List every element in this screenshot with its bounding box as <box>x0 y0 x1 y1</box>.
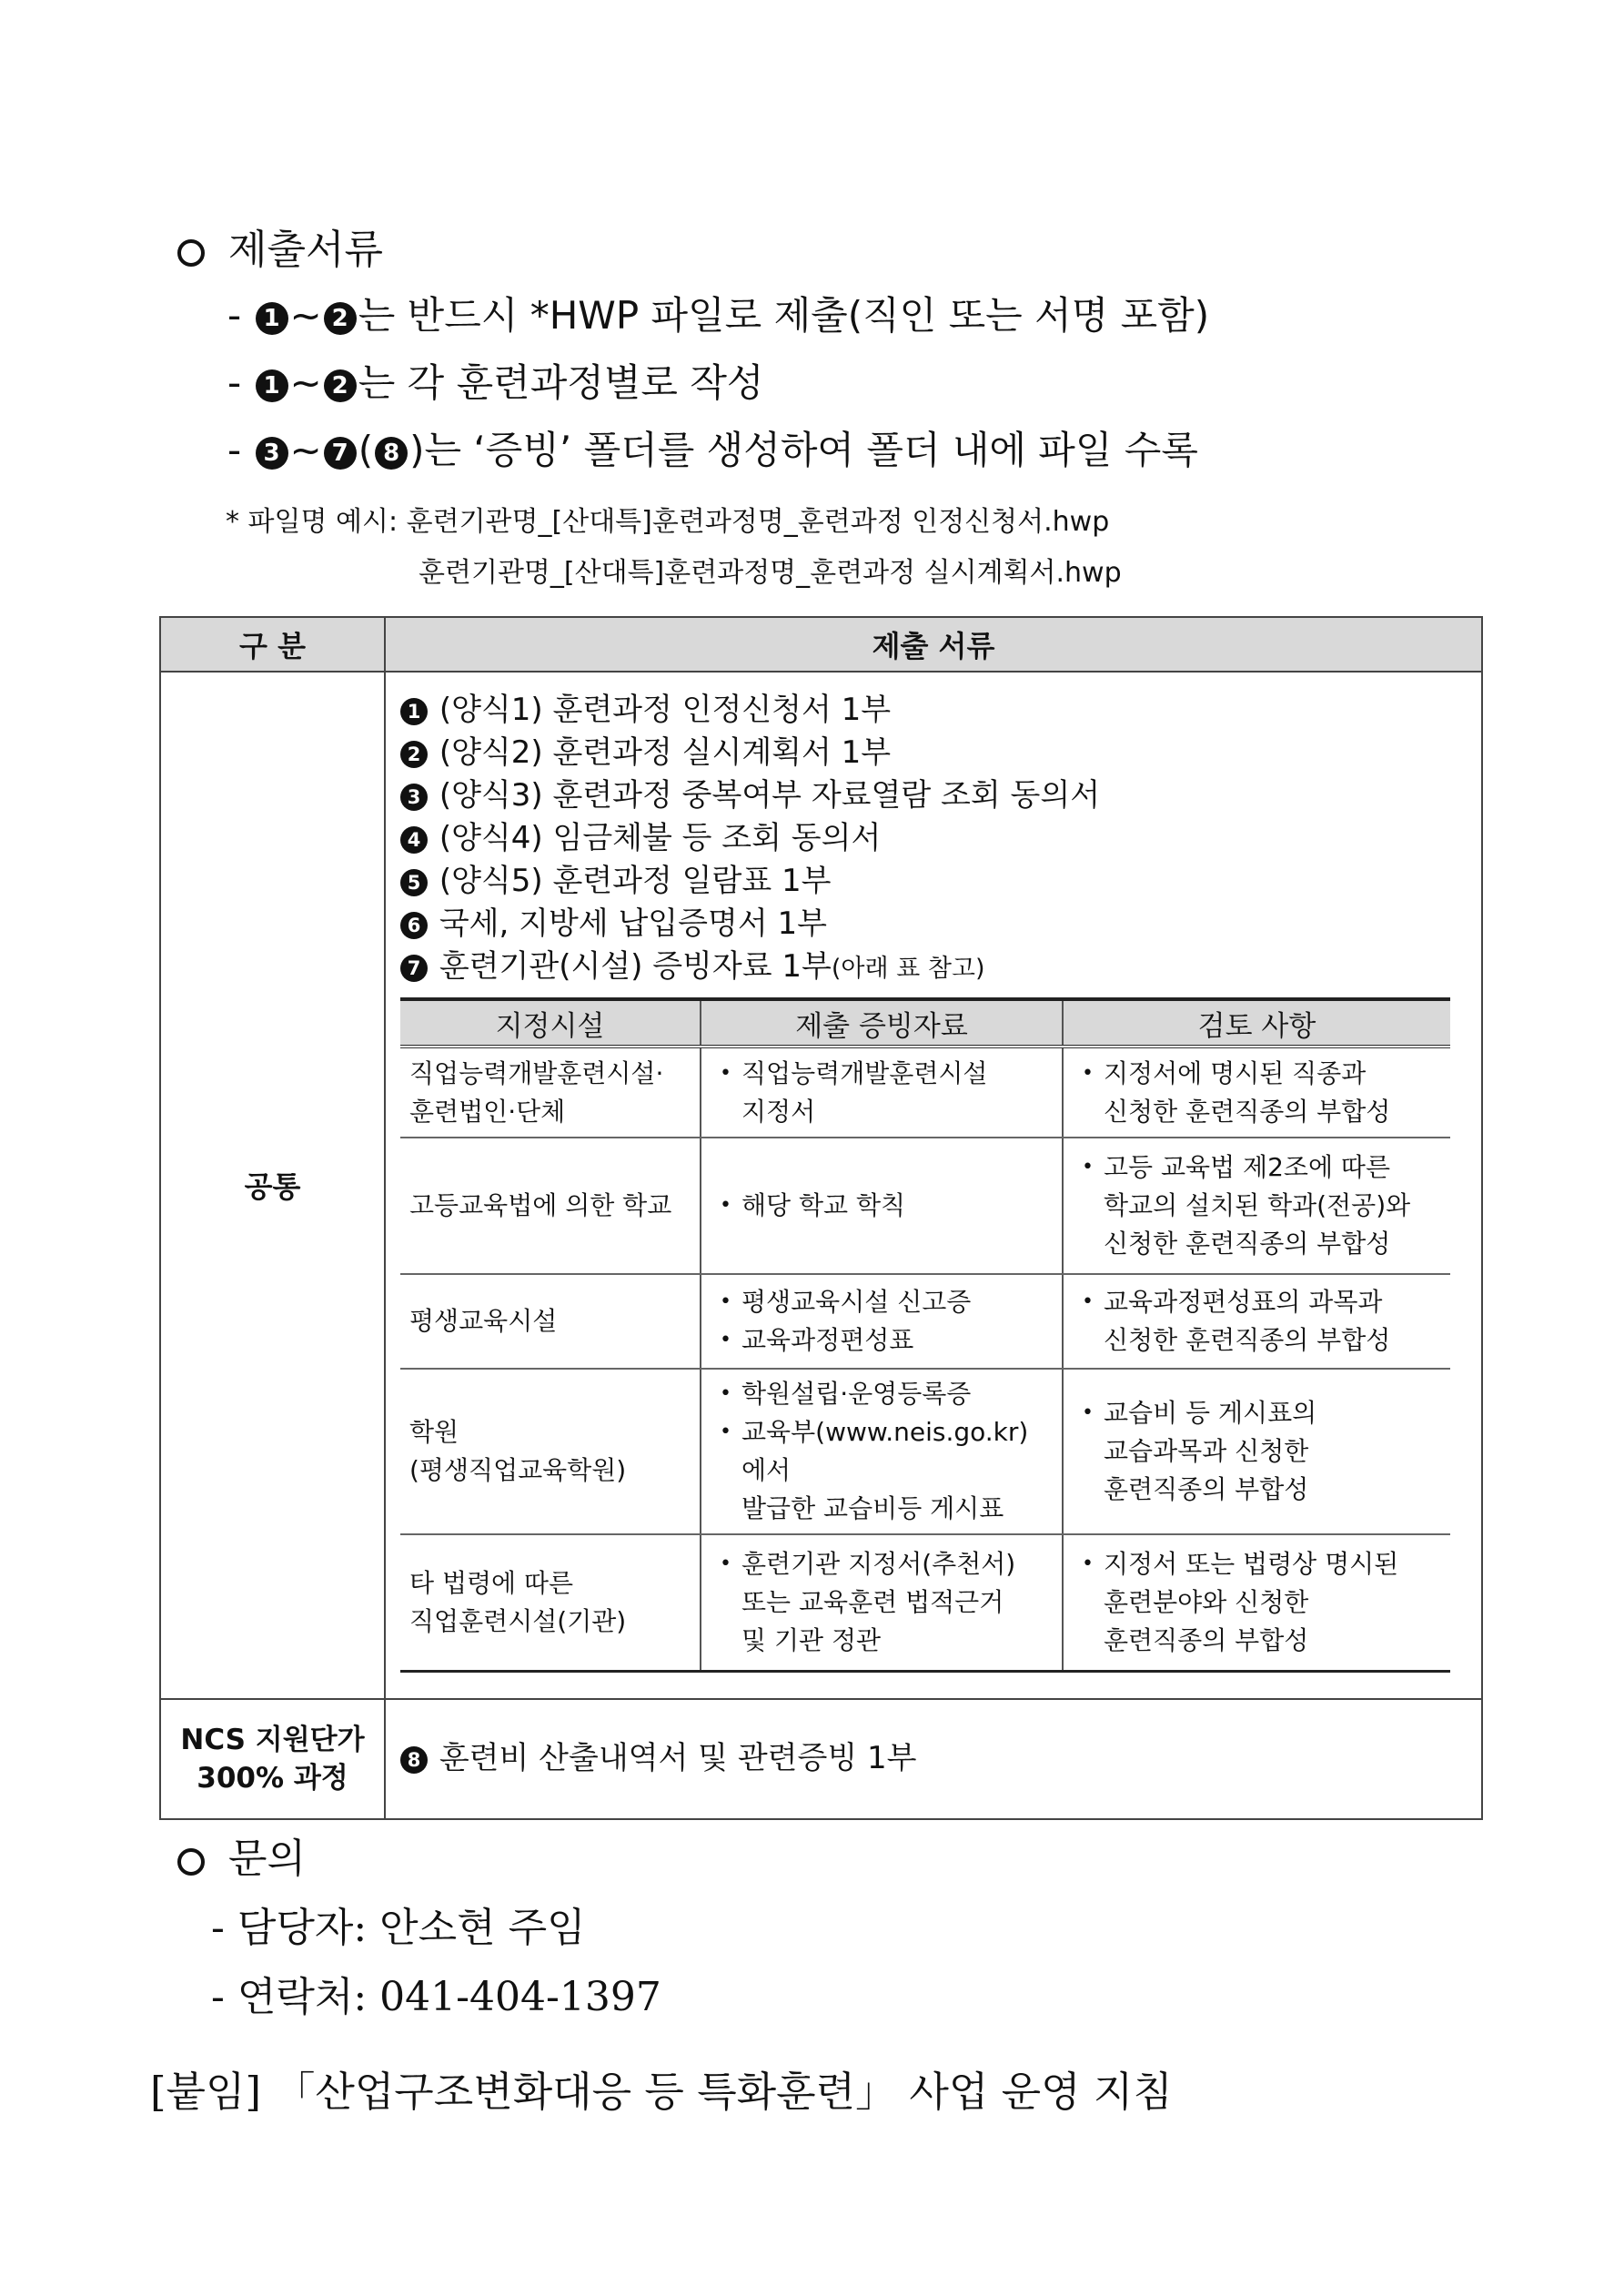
bullet-list <box>711 1283 1053 1360</box>
list-item: • 고등 교육법 제2조에 따른 학교의 설치된 학과(전공)와 신청한 훈련직종의 부합성 <box>1073 1148 1441 1263</box>
inner-table-body <box>400 1047 1450 1671</box>
facility-cell <box>400 1274 701 1369</box>
list-item: • 훈련기관 지정서(추천서) 또는 교육훈련 법적근거 및 기관 정관 <box>711 1545 1053 1660</box>
submit-heading: 제출서류 <box>177 217 383 275</box>
circled-number-icon: 7 <box>400 955 428 982</box>
evidence-cell <box>701 1047 1063 1138</box>
bullet-list <box>1073 1148 1441 1263</box>
review-cell <box>1063 1534 1450 1671</box>
circled-number-icon: 7 <box>324 437 357 470</box>
header-category: 구 분 <box>160 617 385 672</box>
facility-line: 고등교육법에 의한 학교 <box>409 1190 672 1220</box>
circled-number-icon: 2 <box>400 741 428 768</box>
circled-number-icon: 4 <box>400 826 428 854</box>
common-documents-cell <box>385 672 1482 1699</box>
facility-line: (평생직업교육학원) <box>409 1455 627 1485</box>
hollow-circle-icon <box>177 239 205 267</box>
submit-line-1: - 1 ~ 2 는 반드시 *HWP 파일로 제출(직인 또는 서명 포함) <box>227 293 1210 338</box>
list-item: • 교습비 등 게시표의 교습과목과 신청한 훈련직종의 부합성 <box>1073 1394 1441 1509</box>
contact-heading: 문의 <box>177 1826 306 1884</box>
list-item: • 교육부(www.neis.go.kr)에서 발급한 교습비등 게시표 <box>711 1413 1053 1528</box>
circled-number-icon: 6 <box>400 912 428 939</box>
table-row <box>400 1274 1450 1369</box>
bullet-list <box>711 1187 1053 1225</box>
review-cell <box>1063 1138 1450 1274</box>
inner-header-row <box>400 999 1450 1047</box>
hollow-circle-icon <box>177 1848 205 1876</box>
list-item: • 교육과정편성표의 과목과 신청한 훈련직종의 부합성 <box>1073 1283 1441 1360</box>
facility-cell <box>400 1534 701 1671</box>
list-item: • 평생교육시설 신고증 <box>711 1283 1053 1321</box>
document-item: 8 훈련비 산출내역서 및 관련증빙 1부 <box>398 1737 1481 1780</box>
circled-number-icon: 1 <box>256 302 288 335</box>
facility-line: 타 법령에 따른 <box>409 1567 574 1598</box>
circled-number-icon: 2 <box>324 369 357 402</box>
document-item: 2 (양식2) 훈련과정 실시계획서 1부 <box>398 732 1454 774</box>
table-row <box>400 1369 1450 1534</box>
filename-note-2: 훈련기관명_[산대특]훈련과정명_훈련과정 실시계획서.hwp <box>419 557 1122 589</box>
list-item: • 해당 학교 학칙 <box>711 1187 1053 1225</box>
table-row-ncs <box>160 1699 1482 1819</box>
row-label-common: 공통 <box>160 672 385 1699</box>
facility-cell <box>400 1369 701 1534</box>
inner-header-review: 검토 사항 <box>1063 999 1450 1047</box>
list-item: • 교육과정편성표 <box>711 1321 1053 1360</box>
facility-line: 직업능력개발훈련시설· <box>409 1057 664 1088</box>
circled-number-icon: 8 <box>375 437 408 470</box>
review-cell <box>1063 1369 1450 1534</box>
bullet-list <box>1073 1394 1441 1509</box>
list-item: • 지정서에 명시된 직종과 신청한 훈련직종의 부합성 <box>1073 1055 1441 1131</box>
document-item: 5 (양식5) 훈련과정 일람표 1부 <box>398 860 1454 903</box>
review-cell <box>1063 1274 1450 1369</box>
table-row <box>400 1047 1450 1138</box>
circled-number-icon: 8 <box>400 1746 428 1774</box>
table-row-common <box>160 672 1482 1699</box>
bullet-list <box>711 1055 1053 1131</box>
evidence-cell <box>701 1274 1063 1369</box>
circled-number-icon: 5 <box>400 869 428 896</box>
evidence-cell <box>701 1369 1063 1534</box>
row-label-ncs: NCS 지원단가 300% 과정 <box>160 1699 385 1819</box>
submission-table <box>159 616 1483 1820</box>
facility-cell <box>400 1047 701 1138</box>
submit-line-2: - 1 ~ 2 는 각 훈련과정별로 작성 <box>227 360 764 405</box>
attachment-line: [붙임] 「산업구조변화대응 등 특화훈련」 사업 운영 지침 <box>150 2068 1173 2116</box>
bullet-list <box>1073 1545 1441 1660</box>
facility-cell <box>400 1138 701 1274</box>
inner-header-evidence: 제출 증빙자료 <box>701 999 1063 1047</box>
list-item: • 지정서 또는 법령상 명시된 훈련분야와 신청한 훈련직종의 부합성 <box>1073 1545 1441 1660</box>
circled-number-icon: 3 <box>256 437 288 470</box>
circled-number-icon: 1 <box>400 698 428 725</box>
bullet-list <box>1073 1055 1441 1131</box>
list-item: • 학원설립·운영등록증 <box>711 1375 1053 1413</box>
list-item: • 직업능력개발훈련시설 지정서 <box>711 1055 1053 1131</box>
circled-number-icon: 2 <box>324 302 357 335</box>
document-item: 6 국세, 지방세 납입증명서 1부 <box>398 903 1454 946</box>
ncs-documents-cell <box>385 1699 1482 1819</box>
contact-person: - 담당자: 안소현 주임 <box>211 1905 586 1951</box>
bullet-list <box>711 1375 1053 1528</box>
evidence-cell <box>701 1534 1063 1671</box>
evidence-cell <box>701 1138 1063 1274</box>
filename-note-1: * 파일명 예시: 훈련기관명_[산대특]훈련과정명_훈련과정 인정신청서.hwp <box>226 506 1110 538</box>
circled-number-icon: 1 <box>256 369 288 402</box>
facility-line: 평생교육시설 <box>409 1306 558 1336</box>
document-item: 7 훈련기관(시설) 증빙자료 1부(아래 표 참고) <box>398 946 1454 990</box>
table-header-row <box>160 617 1482 672</box>
circled-number-icon: 3 <box>400 784 428 811</box>
document-item: 4 (양식4) 임금체불 등 조회 동의서 <box>398 817 1454 860</box>
contact-phone: - 연락처: 041-404-1397 <box>211 1974 661 2020</box>
document-item: 3 (양식3) 훈련과정 중복여부 자료열람 조회 동의서 <box>398 774 1454 817</box>
table-row <box>400 1138 1450 1274</box>
submit-line-3: - 3 ~ 7 ( 8 )는 ‘증빙’ 폴더를 생성하여 폴더 내에 파일 수록 <box>227 428 1198 472</box>
facility-line: 직업훈련시설(기관) <box>409 1605 627 1636</box>
inner-header-facility: 지정시설 <box>400 999 701 1047</box>
document-item: 1 (양식1) 훈련과정 인정신청서 1부 <box>398 689 1454 732</box>
facility-line: 훈련법인·단체 <box>409 1096 566 1127</box>
facility-evidence-table <box>400 997 1450 1673</box>
table-row <box>400 1534 1450 1671</box>
facility-line: 학원 <box>409 1417 459 1447</box>
bullet-list <box>1073 1283 1441 1360</box>
header-documents: 제출 서류 <box>385 617 1482 672</box>
bullet-list <box>711 1545 1053 1660</box>
review-cell <box>1063 1047 1450 1138</box>
